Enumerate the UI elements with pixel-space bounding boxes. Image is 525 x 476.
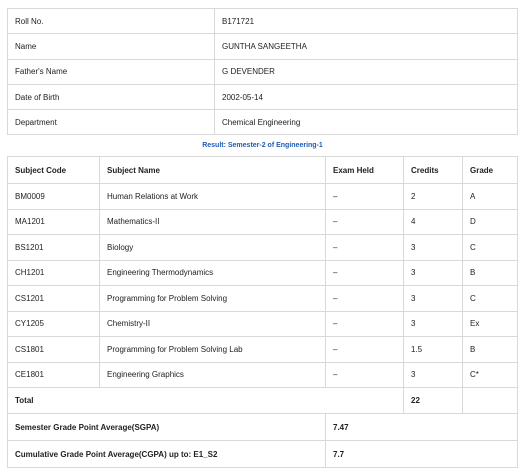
credits: 2 xyxy=(404,184,463,210)
total-credits: 22 xyxy=(404,388,463,414)
info-row-fathers-name xyxy=(8,59,518,84)
credits: 4 xyxy=(404,209,463,235)
table-row xyxy=(8,184,518,210)
student-info-table xyxy=(7,8,518,135)
credits: 3 xyxy=(404,311,463,337)
subject-code: BS1201 xyxy=(8,235,100,261)
info-value: B171721 xyxy=(215,9,518,34)
table-row xyxy=(8,235,518,261)
info-row-date-of-birth xyxy=(8,84,518,109)
exam-held: – xyxy=(326,311,404,337)
subject-name: Programming for Problem Solving xyxy=(100,286,326,312)
info-value: Chemical Engineering xyxy=(215,110,518,135)
info-label: Date of Birth xyxy=(8,84,215,109)
table-row xyxy=(8,286,518,312)
info-label: Father's Name xyxy=(8,59,215,84)
info-value: 2002-05-14 xyxy=(215,84,518,109)
exam-held: – xyxy=(326,286,404,312)
info-value: G DEVENDER xyxy=(215,59,518,84)
grade: Ex xyxy=(463,311,518,337)
table-row xyxy=(8,209,518,235)
subject-name: Mathematics-II xyxy=(100,209,326,235)
info-value: GUNTHA SANGEETHA xyxy=(215,34,518,59)
grade: C xyxy=(463,286,518,312)
header-subject-code: Subject Code xyxy=(8,157,100,184)
info-row-roll-no xyxy=(8,9,518,34)
result-title: Result: Semester-2 of Engineering-1 xyxy=(202,142,323,149)
cgpa-row xyxy=(8,441,518,468)
info-label: Roll No. xyxy=(8,9,215,34)
header-credits: Credits xyxy=(404,157,463,184)
subject-code: CH1201 xyxy=(8,260,100,286)
sgpa-label: Semester Grade Point Average(SGPA) xyxy=(8,414,326,441)
subject-code: CY1205 xyxy=(8,311,100,337)
subject-code: CS1201 xyxy=(8,286,100,312)
subject-name: Programming for Problem Solving Lab xyxy=(100,337,326,363)
header-exam-held: Exam Held xyxy=(326,157,404,184)
credits: 1.5 xyxy=(404,337,463,363)
total-row xyxy=(8,388,518,414)
total-label: Total xyxy=(8,388,404,414)
exam-held: – xyxy=(326,260,404,286)
marks-table xyxy=(7,156,518,468)
credits: 3 xyxy=(404,286,463,312)
grade: C xyxy=(463,235,518,261)
grade: B xyxy=(463,337,518,363)
grade: D xyxy=(463,209,518,235)
table-row xyxy=(8,337,518,363)
subject-code: CE1801 xyxy=(8,362,100,388)
exam-held: – xyxy=(326,184,404,210)
sgpa-row xyxy=(8,414,518,441)
subject-name: Biology xyxy=(100,235,326,261)
table-row xyxy=(8,362,518,388)
header-grade: Grade xyxy=(463,157,518,184)
table-row xyxy=(8,311,518,337)
grade: C* xyxy=(463,362,518,388)
info-label: Department xyxy=(8,110,215,135)
info-row-name xyxy=(8,34,518,59)
exam-held: – xyxy=(326,362,404,388)
marks-header-row xyxy=(8,157,518,184)
credits: 3 xyxy=(404,362,463,388)
info-label: Name xyxy=(8,34,215,59)
subject-code: BM0009 xyxy=(8,184,100,210)
exam-held: – xyxy=(326,235,404,261)
subject-code: MA1201 xyxy=(8,209,100,235)
credits: 3 xyxy=(404,235,463,261)
subject-name: Engineering Graphics xyxy=(100,362,326,388)
subject-name: Engineering Thermodynamics xyxy=(100,260,326,286)
exam-held: – xyxy=(326,337,404,363)
subject-name: Chemistry-II xyxy=(100,311,326,337)
header-subject-name: Subject Name xyxy=(100,157,326,184)
exam-held: – xyxy=(326,209,404,235)
info-row-department xyxy=(8,110,518,135)
grade: A xyxy=(463,184,518,210)
cgpa-label: Cumulative Grade Point Average(CGPA) up to: E1_S2 xyxy=(8,441,326,468)
total-grade-empty xyxy=(463,388,518,414)
table-row xyxy=(8,260,518,286)
sgpa-value: 7.47 xyxy=(326,414,518,441)
cgpa-value: 7.7 xyxy=(326,441,518,468)
credits: 3 xyxy=(404,260,463,286)
subject-name: Human Relations at Work xyxy=(100,184,326,210)
grade: B xyxy=(463,260,518,286)
subject-code: CS1801 xyxy=(8,337,100,363)
